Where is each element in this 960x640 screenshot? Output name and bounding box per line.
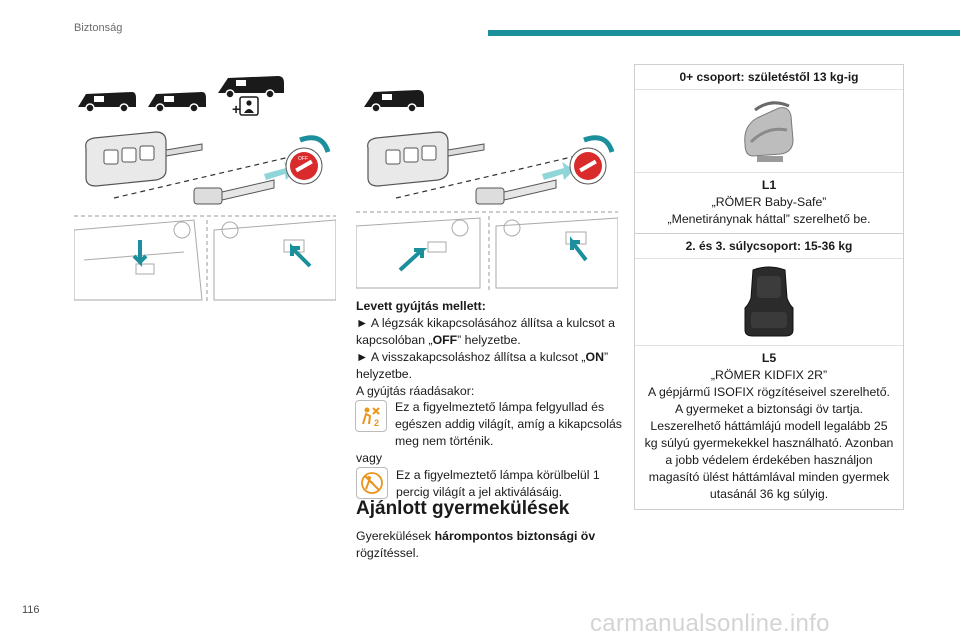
header-accent-bar <box>488 30 960 36</box>
card-line: A gépjármű ISOFIX rögzítéseivel szerelhető. <box>648 385 890 399</box>
van-icon <box>364 90 424 112</box>
airbag-warning-icon <box>356 467 388 499</box>
seat-code: L5 <box>761 351 777 365</box>
card-header: 0+ csoport: születéstől 13 kg-ig <box>635 65 903 90</box>
booster-seat-image <box>635 259 903 346</box>
step-on: ► A visszakapcsoláshoz állítsa a kulcsot „ON” helyzetbe. <box>356 350 609 381</box>
lamp-row-1 <box>356 400 624 450</box>
step-off: ► A légzsák kikapcsolásához állítsa a kulcsot a kapcsolóban „OFF” helyzetbe. <box>356 316 615 347</box>
pointer-arrow-icon <box>572 242 586 260</box>
baby-seat-image <box>635 90 903 173</box>
left-figure-airbag-key-switch <box>74 70 336 302</box>
section-heading: Ajánlott gyermekülések <box>356 498 570 519</box>
card-line: A gyermeket a biztonsági öv tartja. <box>675 402 863 416</box>
lamp-row-2 <box>356 467 624 501</box>
key-fob-illustration <box>86 132 202 186</box>
van-icon <box>148 92 206 112</box>
svg-text:OFF: OFF <box>298 156 308 162</box>
seat-code: L1 <box>761 178 777 192</box>
card-header: 2. és 3. súlycsoport: 15-36 kg <box>635 234 903 259</box>
insert-arrow-icon <box>542 162 574 180</box>
card-line: Leszerelhető háttámlájú modell legalább 25 kg súlyú gyermekekkel használható. Azonban a jobb védelem érdekében használjon magasító ülést háttámlával minden gyermek utasánál 36 kg súlyig. <box>644 419 894 501</box>
plus-sign: + <box>232 101 241 117</box>
pointer-arrow-icon <box>292 248 310 266</box>
child-seat-card-group23 <box>634 233 904 510</box>
child-seat-icon <box>240 97 258 115</box>
lamp1-text: Ez a figyelmeztető lámpa felgyullad és egészen addig világít, amíg a kikapcsolás meg nem történik. <box>395 400 622 448</box>
watermark: carmanualsonline.info <box>590 610 830 637</box>
middle-figure-airbag-key-switch <box>356 80 618 290</box>
section-title: Biztonság <box>74 22 123 34</box>
dashboard-illustration <box>74 220 336 300</box>
instructions-title: Levett gyújtás mellett: <box>356 299 486 313</box>
lamp2-text: Ez a figyelmeztető lámpa körülbelül 1 percig világít a jel aktiválásáig. <box>396 468 600 499</box>
card-body <box>635 346 903 509</box>
instructions-block <box>356 298 624 501</box>
svg-text:2: 2 <box>374 418 380 428</box>
ignition-switch-dial <box>286 148 322 184</box>
ignition-switch-dial <box>570 148 606 184</box>
card-body <box>635 173 903 234</box>
card-line: „RÖMER KIDFIX 2R” <box>710 368 828 382</box>
page-number: 116 <box>22 604 40 616</box>
down-arrow-icon <box>134 240 146 262</box>
ignition-line: A gyújtás ráadásakor: <box>356 384 475 398</box>
key-fob-illustration <box>368 132 484 186</box>
van-icon <box>78 92 136 112</box>
card-line: „Menetiránynak háttal” szerelhető be. <box>667 212 871 226</box>
card-line: „RÖMER Baby-Safe” <box>711 195 827 209</box>
pointer-arrow-icon <box>400 250 422 270</box>
section-text: Gyerekülések hárompontos biztonsági öv rögzítéssel. <box>356 529 596 560</box>
van-icon <box>218 76 284 98</box>
or-text: vagy <box>356 451 382 465</box>
airbag-off-warning-icon <box>355 400 387 432</box>
key-blade-illustration <box>194 180 274 204</box>
key-blade-illustration <box>476 180 556 204</box>
child-seat-card-group0 <box>634 64 904 235</box>
